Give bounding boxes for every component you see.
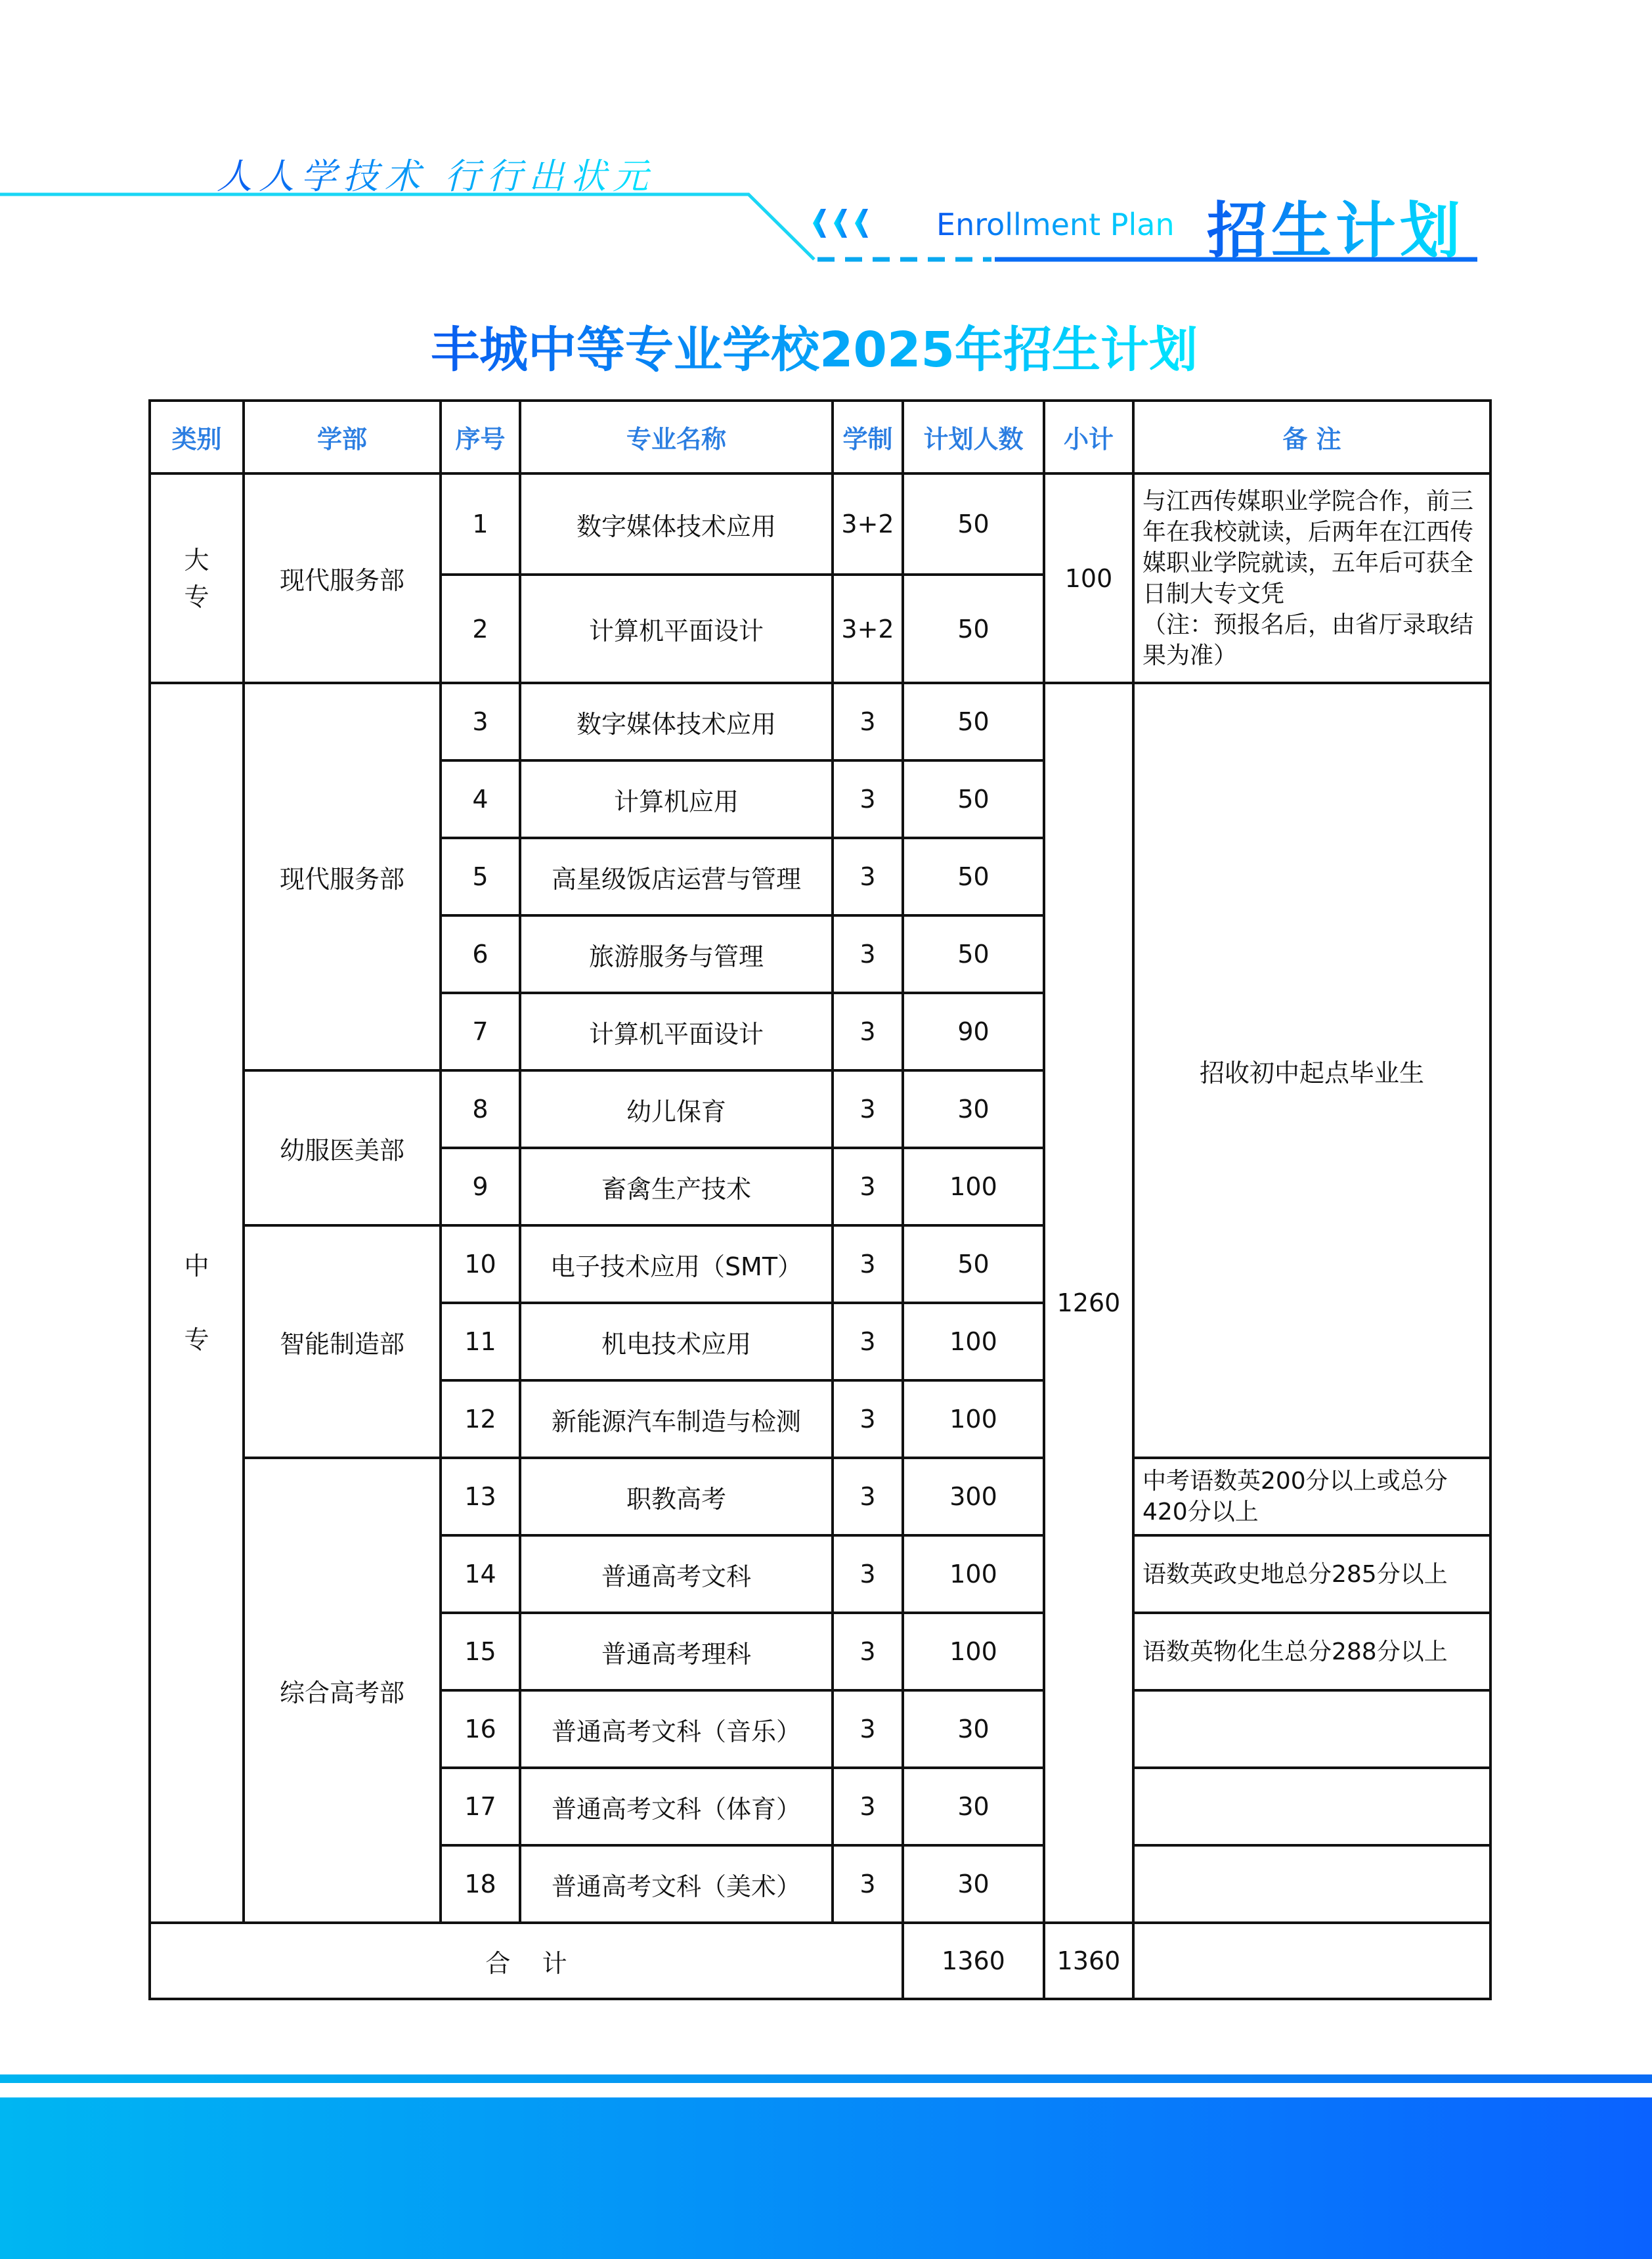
major-name-cell: 普通高考文科（音乐） [520, 1690, 833, 1768]
major-name-cell: 计算机平面设计 [520, 993, 833, 1070]
serial-number-cell: 5 [441, 838, 520, 915]
serial-number-cell: 17 [441, 1768, 520, 1845]
footer-line [0, 2074, 1652, 2083]
planned-count-cell: 30 [903, 1845, 1044, 1923]
serial-number-cell: 8 [441, 1070, 520, 1148]
enrollment-plan-heading: 招生计划 [1207, 183, 1464, 269]
duration-cell: 3 [833, 1070, 903, 1148]
planned-count-cell: 30 [903, 1070, 1044, 1148]
serial-number-cell: 9 [441, 1148, 520, 1225]
planned-count-cell: 30 [903, 1690, 1044, 1768]
duration-cell: 3+2 [833, 473, 903, 575]
major-name-cell: 电子技术应用（SMT） [520, 1225, 833, 1303]
duration-cell: 3 [833, 1690, 903, 1768]
duration-cell: 3 [833, 1613, 903, 1690]
category-cell: 大 专 [150, 473, 244, 683]
page-title: 丰城中等专业学校2025年招生计划 [431, 311, 1198, 381]
remark-cell: 招收初中起点毕业生 [1133, 683, 1490, 1458]
serial-number-cell: 15 [441, 1613, 520, 1690]
header-line [0, 194, 814, 259]
slogan: 人人学技术 行行出状元 [217, 148, 655, 199]
col-header: 专业名称 [520, 401, 833, 473]
serial-number-cell: 4 [441, 760, 520, 838]
remark-cell [1133, 1768, 1490, 1845]
enrollment-plan-label: Enrollment Plan [936, 207, 1175, 242]
duration-cell: 3 [833, 1845, 903, 1923]
total-label: 合 计 [150, 1923, 903, 1999]
remark-cell: 语数英政史地总分285分以上 [1133, 1535, 1490, 1613]
triple-chevron-left-icon [813, 209, 868, 238]
duration-cell: 3 [833, 1768, 903, 1845]
col-header: 序号 [441, 401, 520, 473]
duration-cell: 3 [833, 1225, 903, 1303]
table-row [150, 683, 1490, 760]
col-header: 学部 [244, 401, 441, 473]
serial-number-cell: 13 [441, 1458, 520, 1535]
duration-cell: 3 [833, 1148, 903, 1225]
major-name-cell: 幼儿保育 [520, 1070, 833, 1148]
col-header: 备 注 [1133, 401, 1490, 473]
table-header-row [150, 401, 1490, 473]
department-cell: 智能制造部 [244, 1225, 441, 1458]
remark-cell [1133, 1690, 1490, 1768]
major-name-cell: 机电技术应用 [520, 1303, 833, 1380]
planned-count-cell: 100 [903, 1380, 1044, 1458]
duration-cell: 3 [833, 760, 903, 838]
planned-count-cell: 50 [903, 473, 1044, 575]
duration-cell: 3 [833, 1303, 903, 1380]
major-name-cell: 数字媒体技术应用 [520, 473, 833, 575]
planned-count-cell: 100 [903, 1613, 1044, 1690]
col-header: 计划人数 [903, 401, 1044, 473]
department-cell: 幼服医美部 [244, 1070, 441, 1225]
subtotal-cell: 1260 [1044, 683, 1133, 1923]
total-remark-cell [1133, 1923, 1490, 1999]
serial-number-cell: 3 [441, 683, 520, 760]
major-name-cell: 职教高考 [520, 1458, 833, 1535]
planned-count-cell: 50 [903, 760, 1044, 838]
major-name-cell: 高星级饭店运营与管理 [520, 838, 833, 915]
total-subtotal-cell: 1360 [1044, 1923, 1133, 1999]
enrollment-table [148, 399, 1492, 2000]
duration-cell: 3 [833, 1535, 903, 1613]
planned-count-cell: 100 [903, 1303, 1044, 1380]
major-name-cell: 数字媒体技术应用 [520, 683, 833, 760]
major-name-cell: 新能源汽车制造与检测 [520, 1380, 833, 1458]
planned-count-cell: 50 [903, 838, 1044, 915]
planned-count-cell: 100 [903, 1148, 1044, 1225]
category-cell: 中 专 [150, 683, 244, 1923]
remark-cell: 与江西传媒职业学院合作，前三年在我校就读，后两年在江西传媒职业学院就读，五年后可获全日制大专文凭 （注：预报名后，由省厅录取结果为准） [1133, 473, 1490, 683]
serial-number-cell: 1 [441, 473, 520, 575]
serial-number-cell: 14 [441, 1535, 520, 1613]
planned-count-cell: 300 [903, 1458, 1044, 1535]
serial-number-cell: 10 [441, 1225, 520, 1303]
total-row [150, 1923, 1490, 1999]
serial-number-cell: 7 [441, 993, 520, 1070]
duration-cell: 3 [833, 1458, 903, 1535]
serial-number-cell: 18 [441, 1845, 520, 1923]
major-name-cell: 畜禽生产技术 [520, 1148, 833, 1225]
col-header: 学制 [833, 401, 903, 473]
duration-cell: 3 [833, 993, 903, 1070]
duration-cell: 3 [833, 683, 903, 760]
planned-count-cell: 100 [903, 1535, 1044, 1613]
planned-count-cell: 50 [903, 1225, 1044, 1303]
serial-number-cell: 6 [441, 915, 520, 993]
col-header: 类别 [150, 401, 244, 473]
duration-cell: 3 [833, 838, 903, 915]
total-plan-cell: 1360 [903, 1923, 1044, 1999]
subtotal-cell: 100 [1044, 473, 1133, 683]
major-name-cell: 普通高考文科（美术） [520, 1845, 833, 1923]
major-name-cell: 普通高考文科（体育） [520, 1768, 833, 1845]
table-row [150, 473, 1490, 575]
footer-band [0, 2097, 1652, 2259]
page-title-wrap [0, 311, 1628, 381]
col-header: 小计 [1044, 401, 1133, 473]
table-row [150, 1458, 1490, 1535]
planned-count-cell: 90 [903, 993, 1044, 1070]
planned-count-cell: 50 [903, 915, 1044, 993]
serial-number-cell: 12 [441, 1380, 520, 1458]
department-cell: 现代服务部 [244, 473, 441, 683]
serial-number-cell: 16 [441, 1690, 520, 1768]
major-name-cell: 普通高考文科 [520, 1535, 833, 1613]
major-name-cell: 旅游服务与管理 [520, 915, 833, 993]
major-name-cell: 计算机平面设计 [520, 575, 833, 683]
planned-count-cell: 50 [903, 575, 1044, 683]
planned-count-cell: 50 [903, 683, 1044, 760]
major-name-cell: 普通高考理科 [520, 1613, 833, 1690]
remark-cell: 中考语数英200分以上或总分420分以上 [1133, 1458, 1490, 1535]
duration-cell: 3 [833, 1380, 903, 1458]
remark-cell: 语数英物化生总分288分以上 [1133, 1613, 1490, 1690]
serial-number-cell: 11 [441, 1303, 520, 1380]
remark-cell [1133, 1845, 1490, 1923]
major-name-cell: 计算机应用 [520, 760, 833, 838]
duration-cell: 3+2 [833, 575, 903, 683]
serial-number-cell: 2 [441, 575, 520, 683]
duration-cell: 3 [833, 915, 903, 993]
planned-count-cell: 30 [903, 1768, 1044, 1845]
department-cell: 综合高考部 [244, 1458, 441, 1923]
department-cell: 现代服务部 [244, 683, 441, 1070]
